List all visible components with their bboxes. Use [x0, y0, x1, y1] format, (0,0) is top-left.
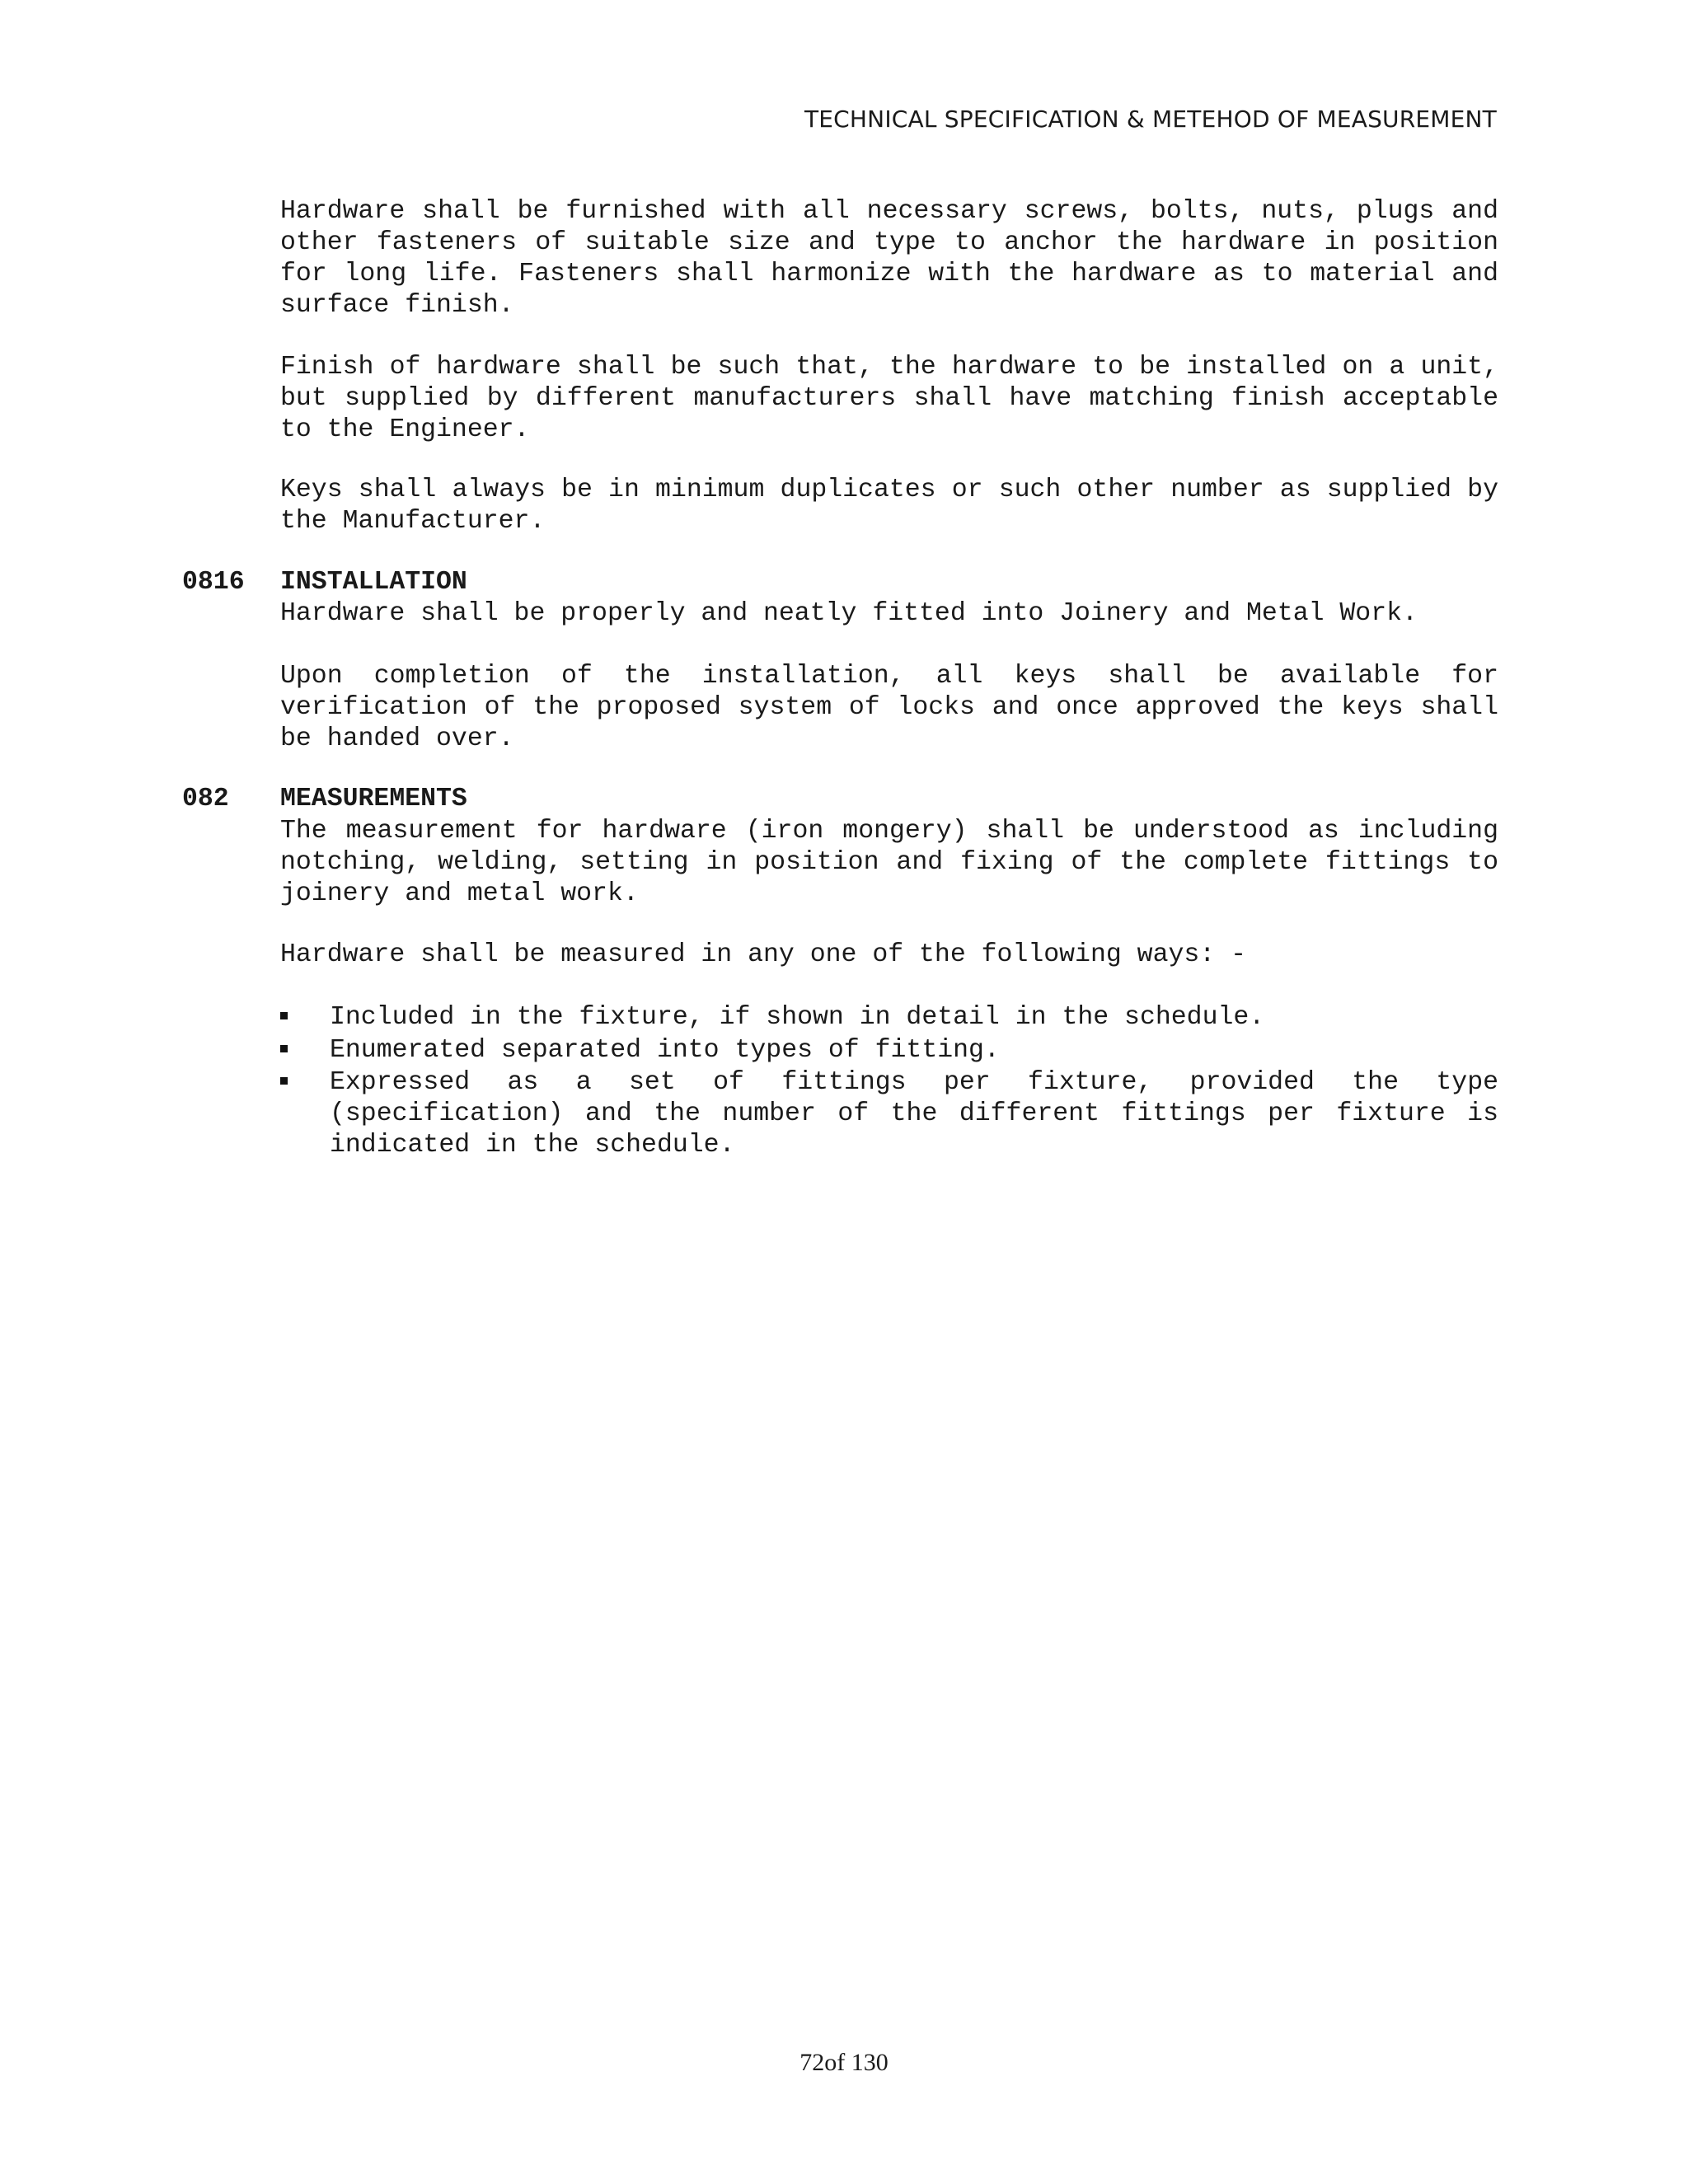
list-item-text: Enumerated separated into types of fitting. [330, 1036, 1000, 1065]
body-paragraph: Keys shall always be in minimum duplicates or such other number as supplied by the Manufacturer. [280, 476, 1498, 536]
list-item-text: Included in the fixture, if shown in detail in the schedule. [330, 1003, 1265, 1032]
body-paragraph: The measurement for hardware (iron mongery) shall be understood as including notching, welding, setting in position and fixing of the complete fittings to joinery and metal work. [280, 817, 1498, 908]
list-item [280, 1002, 1498, 1033]
section-heading: MEASUREMENTS [280, 785, 467, 813]
section-number: 082 [182, 785, 229, 813]
body-paragraph: Upon completion of the installation, all keys shall be available for verification of the proposed system of locks and once approved the keys shall be handed over. [280, 662, 1498, 753]
body-paragraph: Hardware shall be properly and neatly fitted into Joinery and Metal Work. [280, 599, 1418, 628]
page-header-title: TECHNICAL SPECIFICATION & METEHOD OF MEASUREMENT [804, 105, 1497, 133]
list-item-text: Expressed as a set of fittings per fixture, provided the type (specification) and the number of the different fittings per fixture is indicated in the schedule. [330, 1068, 1498, 1160]
page-number: 72of 130 [799, 2049, 889, 2076]
square-bullet-icon [280, 1045, 288, 1052]
section-number: 0816 [182, 568, 245, 597]
list-item [280, 1035, 1498, 1066]
square-bullet-icon [280, 1012, 288, 1019]
body-paragraph: Hardware shall be furnished with all necessary screws, bolts, nuts, plugs and other fasteners of suitable size and type to anchor the hardware in position for long life. Fasteners shall harmonize with the hardware as to material and surface finish. [280, 197, 1498, 320]
list-item [280, 1067, 1498, 1166]
body-paragraph: Finish of hardware shall be such that, the hardware to be installed on a unit, but supplied by different manufacturers shall have matching finish acceptable to the Engineer. [280, 353, 1498, 444]
square-bullet-icon [280, 1077, 288, 1085]
section-heading: INSTALLATION [280, 568, 467, 597]
body-paragraph: Hardware shall be measured in any one of the following ways: - [280, 940, 1246, 969]
